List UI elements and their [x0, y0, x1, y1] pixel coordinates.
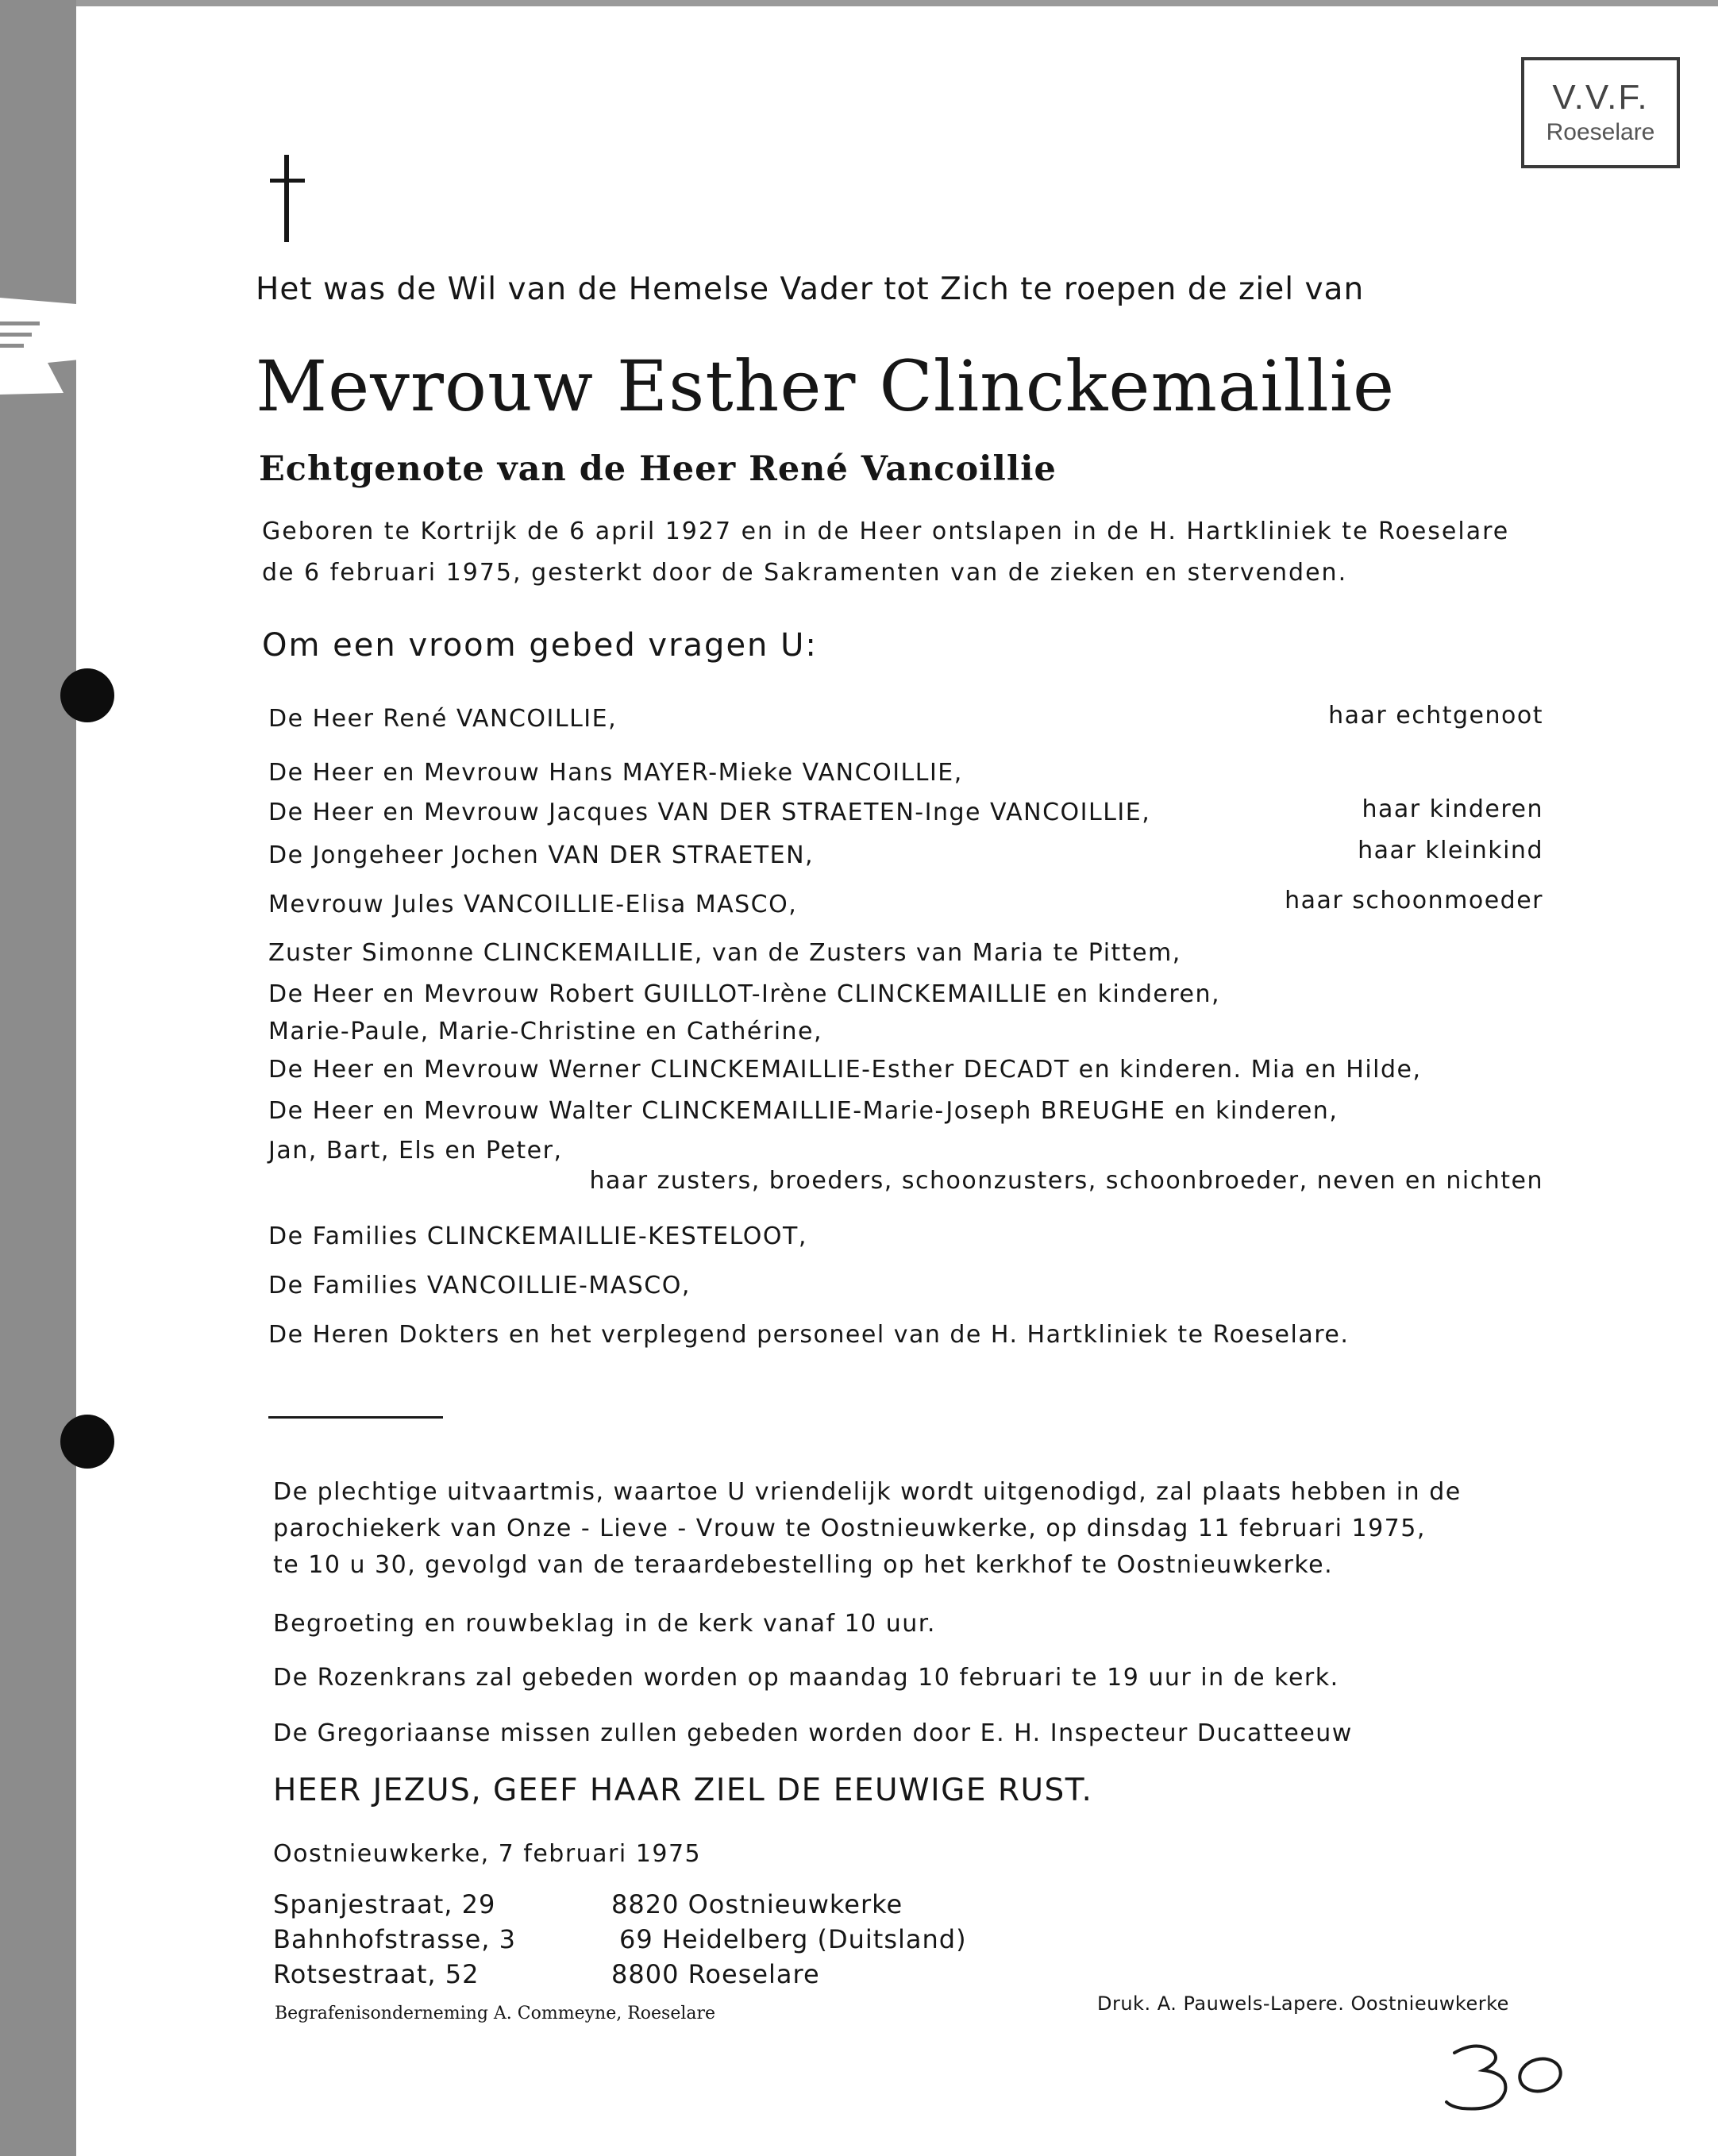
stamp-city: Roeselare — [1546, 119, 1655, 145]
address-street: Spanjestraat, 29 — [273, 1889, 496, 1919]
family-line: De Heer en Mevrouw Werner CLINCKEMAILLIE-Esther DECADT en kinderen. Mia en Hilde, — [268, 1056, 1422, 1084]
funeral-line-1: De plechtige uitvaartmis, waartoe U vriendelijk wordt uitgenodigd, zal plaats hebben in de — [273, 1478, 1462, 1506]
prayer-request: Om een vroom gebed vragen U: — [262, 627, 818, 664]
family-line: De Heer en Mevrouw Robert GUILLOT-Irène CLINCKEMAILLIE en kinderen, — [268, 980, 1221, 1008]
family-line: De Families VANCOILLIE-MASCO, — [268, 1272, 691, 1299]
relation-label: haar echtgenoot — [1328, 702, 1543, 730]
relation-label: haar zusters, broeders, schoonzusters, schoonbroeder, neven en nichten — [589, 1167, 1543, 1195]
family-line: De Jongeheer Jochen VAN DER STRAETEN, — [268, 841, 815, 869]
oil-lamp-icon — [0, 274, 183, 401]
relation-label: haar kinderen — [1362, 795, 1543, 823]
family-line: De Heer en Mevrouw Hans MAYER-Mieke VANCOILLIE, — [268, 759, 963, 787]
address-street: Rotsestraat, 52 — [273, 1959, 480, 1989]
punch-hole-lower — [60, 1415, 114, 1469]
intro-text: Het was de Wil van de Hemelse Vader tot Zich te roepen de ziel van — [256, 271, 1365, 307]
place-date: Oostnieuwkerke, 7 februari 1975 — [273, 1840, 702, 1868]
cross-icon — [264, 155, 311, 242]
family-line: De Heer René VANCOILLIE, — [268, 705, 618, 733]
punch-hole-upper — [60, 668, 114, 722]
closing-prayer: HEER JEZUS, GEEF HAAR ZIEL DE EEUWIGE RUST. — [273, 1773, 1093, 1808]
address-city: 8800 Roeselare — [611, 1959, 820, 1989]
gregorian-text: De Gregoriaanse missen zullen gebeden worden door E. H. Inspecteur Ducatteeuw — [273, 1719, 1353, 1747]
address-street: Bahnhofstrasse, 3 — [273, 1924, 516, 1954]
relation-label: haar schoonmoeder — [1285, 887, 1543, 914]
family-line: De Heer en Mevrouw Jacques VAN DER STRAETEN-Inge VANCOILLIE, — [268, 799, 1151, 826]
birth-line-2: de 6 februari 1975, gesterkt door de Sakramenten van de zieken en stervenden. — [262, 559, 1348, 587]
deceased-name: Mevrouw Esther Clinckemaillie — [256, 345, 1396, 427]
printer-credit: Druk. A. Pauwels-Lapere. Oostnieuwkerke — [1097, 1992, 1509, 2015]
rosary-text: De Rozenkrans zal gebeden worden op maandag 10 februari te 19 uur in de kerk. — [273, 1664, 1339, 1692]
family-line: Marie-Paule, Marie-Christine en Cathérine, — [268, 1018, 823, 1045]
condolence-text: Begroeting en rouwbeklag in de kerk vanaf 10 uur. — [273, 1610, 936, 1638]
undertaker-credit: Begrafenisonderneming A. Commeyne, Roeselare — [275, 2004, 716, 2023]
vvf-stamp — [1521, 57, 1680, 168]
family-line: De Heer en Mevrouw Walter CLINCKEMAILLIE-Marie-Joseph BREUGHE en kinderen, — [268, 1097, 1339, 1125]
address-city: 8820 Oostnieuwkerke — [611, 1889, 903, 1919]
family-line: Zuster Simonne CLINCKEMAILLIE, van de Zusters van Maria te Pittem, — [268, 939, 1181, 967]
scan-top-edge — [0, 0, 1718, 6]
birth-line-1: Geboren te Kortrijk de 6 april 1927 en in de Heer ontslapen in de H. Hartkliniek te Roeselare — [262, 518, 1510, 545]
family-line: De Families CLINCKEMAILLIE-KESTELOOT, — [268, 1222, 807, 1250]
address-city: 69 Heidelberg (Duitsland) — [619, 1924, 967, 1954]
stamp-title: V.V.F. — [1552, 78, 1649, 117]
family-line: De Heren Dokters en het verplegend personeel van de H. Hartkliniek te Roeselare. — [268, 1321, 1350, 1349]
family-line: Jan, Bart, Els en Peter, — [268, 1137, 563, 1165]
section-divider — [268, 1416, 443, 1419]
relation-label: haar kleinkind — [1358, 837, 1543, 864]
handwritten-page-number — [1443, 2039, 1570, 2118]
funeral-line-3: te 10 u 30, gevolgd van de teraardebestelling op het kerkhof te Oostnieuwkerke. — [273, 1551, 1334, 1579]
family-line: Mevrouw Jules VANCOILLIE-Elisa MASCO, — [268, 891, 798, 918]
funeral-line-2: parochiekerk van Onze - Lieve - Vrouw te Oostnieuwkerke, op dinsdag 11 februari 1975, — [273, 1515, 1426, 1542]
spouse-line: Echtgenote van de Heer René Vancoillie — [259, 449, 1057, 489]
